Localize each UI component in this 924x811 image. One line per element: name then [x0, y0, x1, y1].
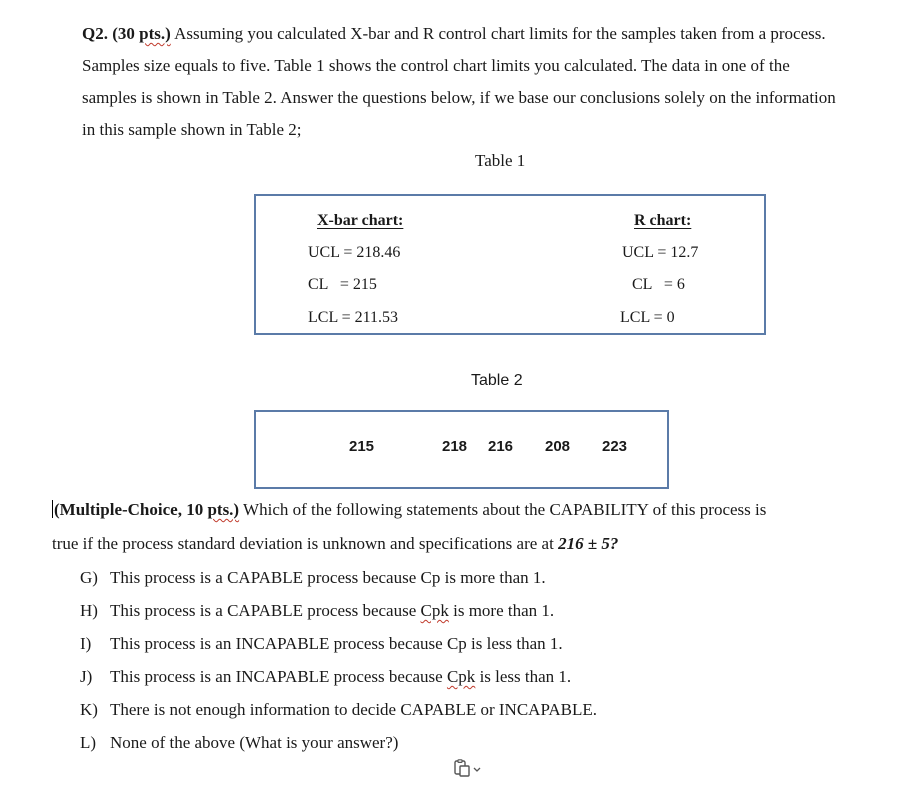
option-i[interactable]: [80, 634, 563, 654]
text-cursor: [52, 500, 53, 518]
option-g[interactable]: [80, 568, 546, 588]
sample-value-2: 218: [442, 438, 468, 455]
mc-label: (Multiple-Choice, 10: [54, 500, 204, 519]
mc-line-1: [52, 500, 766, 520]
option-text-post: is less than 1.: [475, 667, 572, 686]
table1-box: [254, 194, 766, 335]
mc-line-2-text: true if the process standard deviation is unknown and specifications are at: [52, 534, 559, 553]
option-letter: K): [80, 700, 98, 719]
r-lcl: LCL = 0: [620, 309, 675, 326]
option-k[interactable]: [80, 700, 597, 720]
intro-line-1: [82, 18, 922, 50]
question-intro: [82, 18, 922, 146]
sample-value-1: 215: [349, 438, 375, 455]
table1-caption: Table 1: [475, 151, 526, 170]
option-text-post: is more than 1.: [448, 601, 555, 620]
mc-line-2: [52, 534, 618, 554]
intro-line-4: in this sample shown in Table 2;: [82, 120, 302, 139]
sample-value-4: 208: [545, 438, 571, 455]
option-text: This process is an INCAPABLE process because: [110, 667, 447, 686]
r-heading: R chart:: [634, 212, 692, 229]
intro-line-1-text: Assuming you calculated X-bar and R control chart limits for the samples taken from a process.: [170, 24, 826, 43]
paste-options-icon-graphic: [452, 759, 484, 777]
option-letter: I): [80, 634, 92, 653]
r-cl: CL = 6: [632, 276, 685, 293]
option-letter: L): [80, 733, 97, 752]
option-j[interactable]: [80, 667, 571, 687]
option-letter: G): [80, 568, 98, 587]
r-ucl: UCL = 12.7: [622, 244, 699, 261]
option-text: None of the above (What is your answer?): [110, 733, 399, 752]
xbar-heading: X-bar chart:: [317, 212, 404, 229]
mc-line-1-text: Which of the following statements about the CAPABILITY of this process is: [239, 500, 767, 519]
mc-points-word: pts.): [207, 500, 240, 519]
sample-value-3: 216: [488, 438, 514, 455]
question-points-word: pts.): [139, 24, 171, 43]
option-letter: H): [80, 601, 98, 620]
intro-line-3: samples is shown in Table 2. Answer the questions below, if we base our conclusions solely on the information: [82, 88, 836, 107]
option-l[interactable]: [80, 733, 398, 753]
mc-spec: 216 ± 5?: [558, 534, 619, 553]
option-letter: J): [80, 667, 93, 686]
option-h[interactable]: [80, 601, 554, 621]
xbar-ucl: UCL = 218.46: [308, 244, 401, 261]
paste-options-icon[interactable]: [452, 759, 484, 777]
option-text: This process is a CAPABLE process because Cp is more than 1.: [110, 568, 546, 587]
option-text: There is not enough information to decide CAPABLE or INCAPABLE.: [110, 700, 597, 719]
sample-value-5: 223: [602, 438, 628, 455]
option-text-marked: Cpk: [420, 601, 449, 620]
option-text: This process is an INCAPABLE process because Cp is less than 1.: [110, 634, 563, 653]
option-text-marked: Cpk: [446, 667, 476, 686]
table2-box: [254, 410, 669, 489]
question-number: Q2.: [82, 24, 108, 43]
table2-caption: Table 2: [471, 372, 523, 389]
xbar-lcl: LCL = 211.53: [308, 309, 399, 326]
intro-line-2: Samples size equals to five. Table 1 shows the control chart limits you calculated. The data in one of the: [82, 56, 790, 75]
xbar-cl: CL = 215: [308, 276, 377, 293]
option-text: This process is a CAPABLE process because: [110, 601, 421, 620]
question-points: (30: [112, 24, 135, 43]
